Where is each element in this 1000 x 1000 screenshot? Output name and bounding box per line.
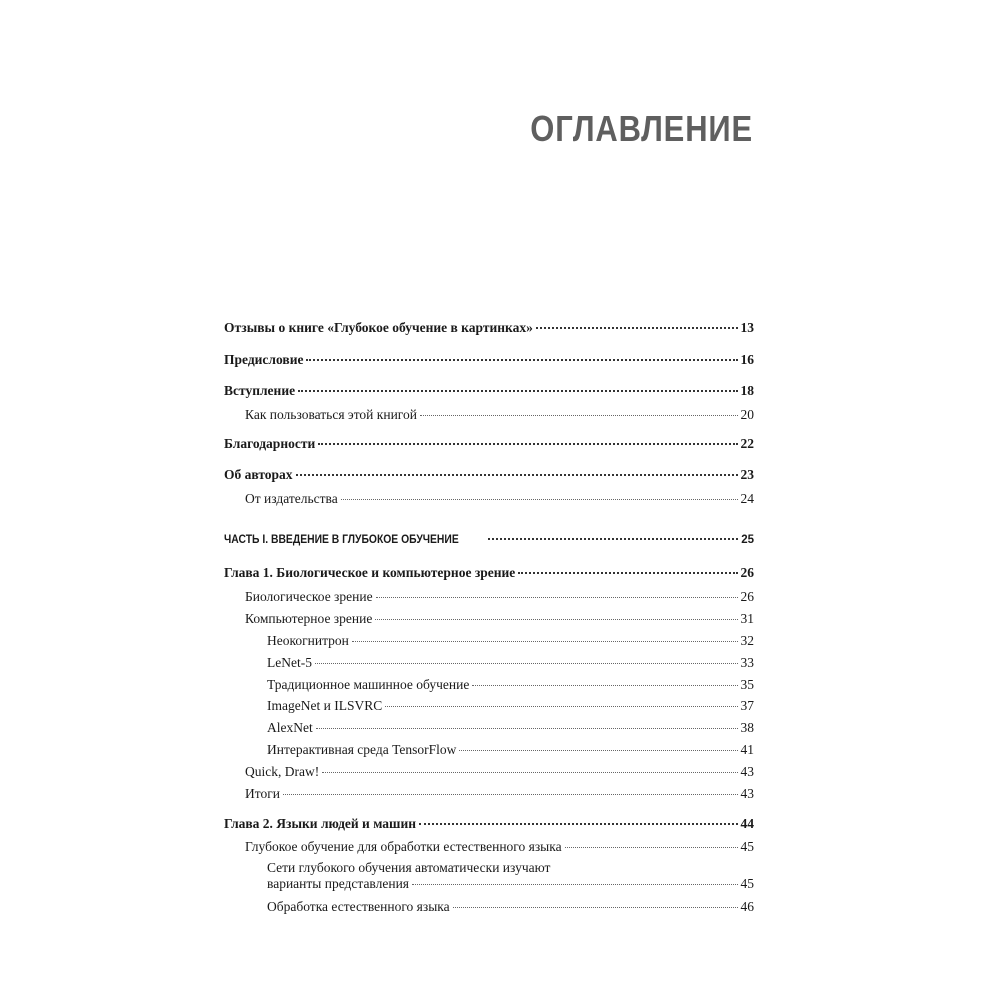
toc-entry-title: Quick, Draw! [245, 764, 320, 779]
dot-leader [419, 823, 737, 825]
toc-page-number: 33 [740, 655, 754, 670]
toc-entry-dl-representations[interactable] [224, 860, 754, 892]
toc-entry-tensorflow-playground[interactable] [224, 742, 754, 758]
toc-entry-title: AlexNet [267, 720, 313, 735]
toc-entry-title: Интерактивная среда TensorFlow [267, 742, 457, 757]
dot-leader [316, 728, 738, 729]
toc-entry-title: Глава 1. Биологическое и компьютерное зрение [224, 565, 516, 580]
toc-entry-title: Предисловие [224, 352, 304, 367]
toc-entry-neocognitron[interactable] [224, 633, 754, 649]
toc-page-number: 24 [740, 491, 754, 506]
toc-entry-title: Итоги [245, 786, 280, 801]
toc-page-number: 20 [740, 407, 754, 422]
toc-entry-title: Биологическое зрение [245, 589, 373, 604]
toc-entry-from-publisher[interactable] [224, 491, 754, 507]
dot-leader [412, 884, 737, 885]
toc-entry-computer-vision[interactable] [224, 611, 754, 627]
dot-leader [536, 327, 738, 329]
dot-leader [318, 443, 737, 445]
toc-page-number: 26 [740, 589, 754, 604]
toc-entry-introduction[interactable] [224, 383, 754, 399]
toc-entry-lenet5[interactable] [224, 655, 754, 671]
dot-leader [322, 772, 737, 773]
toc-page-number: 31 [740, 611, 754, 626]
dot-leader [453, 907, 738, 908]
toc-entry-title: ImageNet и ILSVRC [267, 698, 383, 713]
toc-entry-acknowledgements[interactable] [224, 436, 754, 452]
toc-page-number: 45 [740, 876, 754, 891]
dot-leader [283, 794, 738, 795]
toc-page-number: 13 [740, 320, 754, 335]
toc-entry-title: Как пользоваться этой книгой [245, 407, 417, 422]
toc-entry-chapter-1[interactable] [224, 565, 754, 581]
toc-page-number: 45 [740, 839, 754, 854]
toc-page-number: 43 [740, 786, 754, 801]
dot-leader [565, 847, 738, 848]
dot-leader [488, 538, 738, 540]
toc-entry-biological-vision[interactable] [224, 589, 754, 605]
dot-leader [385, 706, 737, 707]
dot-leader [352, 641, 738, 642]
toc-entry-title: Глава 2. Языки людей и машин [224, 816, 417, 831]
toc-page-number: 25 [741, 534, 754, 546]
dot-leader [518, 572, 737, 574]
dot-leader [420, 415, 738, 416]
page-title: ОГЛАВЛЕНИЕ [530, 108, 753, 149]
toc-page-number: 37 [740, 698, 754, 713]
dot-leader [376, 597, 738, 598]
toc-entry-title: Глубокое обучение для обработки естественного языка [245, 839, 562, 854]
toc-entry-nlp[interactable] [224, 899, 754, 915]
toc-entry-reviews[interactable] [224, 320, 754, 336]
toc-entry-title: Обработка естественного языка [267, 899, 450, 914]
toc-entry-title: От издательства [245, 491, 338, 506]
toc-entry-title: Отзывы о книге «Глубокое обучение в картинках» [224, 320, 533, 335]
toc-entry-title: Об авторах [224, 467, 293, 482]
toc-page-number: 23 [740, 467, 754, 482]
toc-page-number: 43 [740, 764, 754, 779]
toc-entry-alexnet[interactable] [224, 720, 754, 736]
toc-entry-title: Компьютерное зрение [245, 611, 373, 626]
toc-entry-title: Вступление [224, 383, 296, 398]
dot-leader [375, 619, 737, 620]
toc-entry-title-continuation: варианты представления [267, 876, 410, 891]
toc-page-number: 38 [740, 720, 754, 735]
toc-page-number: 22 [740, 436, 754, 451]
toc-entry-dl-for-nlp[interactable] [224, 839, 754, 855]
toc-entry-title: ЧАСТЬ I. ВВЕДЕНИЕ В ГЛУБОКОЕ ОБУЧЕНИЕ [224, 534, 459, 546]
toc-entry-imagenet[interactable] [224, 698, 754, 714]
dot-leader [296, 474, 738, 476]
toc-entry-how-to-use[interactable] [224, 407, 754, 423]
toc-entry-chapter-2[interactable] [224, 816, 754, 832]
toc-page-number: 32 [740, 633, 754, 648]
toc-entry-summary[interactable] [224, 786, 754, 802]
dot-leader [298, 390, 737, 392]
dot-leader [315, 663, 738, 664]
toc-page-number: 26 [740, 565, 754, 580]
dot-leader [472, 685, 737, 686]
dot-leader [459, 750, 737, 751]
toc-entry-title: Благодарности [224, 436, 316, 451]
toc-page-number: 46 [740, 899, 754, 914]
toc-entry-title-continuation-line [267, 876, 754, 892]
toc-entry-part-1[interactable] [224, 532, 754, 548]
toc-page-number: 16 [740, 352, 754, 367]
toc-entry-title: Сети глубокого обучения автоматически изучают [267, 860, 551, 875]
toc-entry-traditional-ml[interactable] [224, 677, 754, 693]
toc-entry-title: Неокогнитрон [267, 633, 349, 648]
dot-leader [341, 499, 738, 500]
toc-entry-quick-draw[interactable] [224, 764, 754, 780]
toc-page-number: 18 [740, 383, 754, 398]
toc-entry-about-authors[interactable] [224, 467, 754, 483]
toc-page-number: 35 [740, 677, 754, 692]
toc-page-number: 41 [740, 742, 754, 757]
toc-entry-title: Традиционное машинное обучение [267, 677, 470, 692]
toc-entry-title: LeNet-5 [267, 655, 312, 670]
toc-page-number: 44 [740, 816, 754, 831]
dot-leader [306, 359, 737, 361]
toc-entry-preface[interactable] [224, 352, 754, 368]
